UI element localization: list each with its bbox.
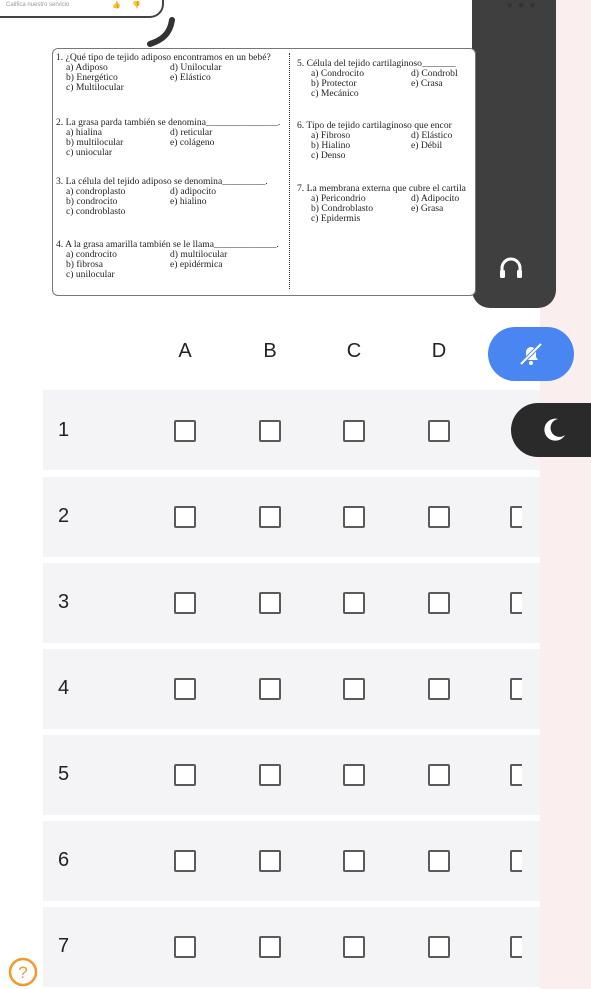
question-7: 7. La membrana externa que cubre el cartila a) Pericondrio d) Adipocito b) Condroblasto e) Grasa c) Epidermis <box>297 183 466 224</box>
row-label-4: 4 <box>58 677 70 699</box>
checkbox-row7-b[interactable] <box>259 936 281 958</box>
checkbox-row1-a[interactable] <box>174 420 196 442</box>
more-horizontal-icon[interactable]: ••• <box>505 0 540 15</box>
question-1: 1. ¿Qué tipo de tejido adiposo encontramos en un bebé? a) Adiposo d) Unilocular b) Energético e) Elástico c) Multilocular <box>56 52 271 93</box>
row-label-2: 2 <box>58 505 70 527</box>
checkbox-row3-b[interactable] <box>259 592 281 614</box>
banner-swoosh <box>0 0 180 50</box>
checkbox-row2-partial[interactable] <box>510 506 522 528</box>
checkbox-row4-c[interactable] <box>343 678 365 700</box>
question-6: 6. Tipo de tejido cartilaginoso que encor a) Fibroso d) Elástico b) Hialino e) Débil c) Denso <box>297 120 453 161</box>
silent-mode-button[interactable] <box>488 327 574 381</box>
question-5: 5. Célula del tejido cartilaginoso_______ a) Condrocito d) Condrobl b) Protector e) Crasa c) Mecánico <box>297 58 458 99</box>
checkbox-row1-b[interactable] <box>259 420 281 442</box>
checkbox-row5-a[interactable] <box>174 764 196 786</box>
checkbox-row3-d[interactable] <box>428 592 450 614</box>
checkbox-row4-a[interactable] <box>174 678 196 700</box>
checkbox-row7-a[interactable] <box>174 936 196 958</box>
table-row <box>43 821 540 901</box>
table-row <box>43 390 540 470</box>
row-label-5: 5 <box>58 763 70 785</box>
row-label-6: 6 <box>58 849 70 871</box>
row-label-1: 1 <box>58 419 70 441</box>
checkbox-row5-d[interactable] <box>428 764 450 786</box>
rate-service-text: Califica nuestro servicio <box>6 2 70 8</box>
checkbox-row1-d[interactable] <box>428 420 450 442</box>
table-row <box>43 735 540 815</box>
checkbox-row2-d[interactable] <box>428 506 450 528</box>
checkbox-row5-partial[interactable] <box>510 764 522 786</box>
checkbox-row6-c[interactable] <box>343 850 365 872</box>
checkbox-row6-a[interactable] <box>174 850 196 872</box>
worksheet-image <box>52 48 476 296</box>
bell-off-icon <box>516 339 546 369</box>
row-label-7: 7 <box>58 935 70 957</box>
checkbox-row3-partial[interactable] <box>510 592 522 614</box>
thumbs-down-icon[interactable]: 👎 <box>132 2 141 9</box>
table-row <box>43 477 540 557</box>
table-row <box>43 563 540 643</box>
row-label-3: 3 <box>58 591 70 613</box>
table-row <box>43 907 540 987</box>
checkbox-row7-c[interactable] <box>343 936 365 958</box>
column-header-b: B <box>263 340 277 362</box>
column-header-d: D <box>431 340 447 362</box>
headphones-icon[interactable] <box>498 255 524 281</box>
checkbox-row2-a[interactable] <box>174 506 196 528</box>
checkbox-row6-d[interactable] <box>428 850 450 872</box>
checkbox-row4-b[interactable] <box>259 678 281 700</box>
dark-mode-button[interactable] <box>511 403 591 457</box>
checkbox-row4-d[interactable] <box>428 678 450 700</box>
checkbox-row6-b[interactable] <box>259 850 281 872</box>
moon-icon <box>539 415 569 445</box>
checkbox-row3-c[interactable] <box>343 592 365 614</box>
help-circle-icon[interactable] <box>8 957 38 987</box>
question-3: 3. La célula del tejido adiposo se denomina_________. a) condroplasto d) adipocito b) condrocito e) hialino c) condroblasto <box>56 176 268 217</box>
checkbox-row6-partial[interactable] <box>510 850 522 872</box>
question-4: 4. A la grasa amarilla también se le llama_____________. a) condrocito d) multilocular b) fibrosa e) epidérmica c) unilocular <box>56 239 279 280</box>
checkbox-row7-partial[interactable] <box>510 936 522 958</box>
checkbox-row2-c[interactable] <box>343 506 365 528</box>
column-header-c: C <box>346 340 362 362</box>
thumbs-up-icon[interactable]: 👍 <box>112 2 121 9</box>
question-2: 2. La grasa parda también se denomina_______________. a) hialina d) reticular b) multilocular e) colágeno c) uniocular <box>56 117 281 158</box>
checkbox-row5-c[interactable] <box>343 764 365 786</box>
checkbox-row7-d[interactable] <box>428 936 450 958</box>
checkbox-row2-b[interactable] <box>259 506 281 528</box>
checkbox-row1-c[interactable] <box>343 420 365 442</box>
checkbox-row5-b[interactable] <box>259 764 281 786</box>
column-header-a: A <box>178 340 192 362</box>
table-row <box>43 649 540 729</box>
checkbox-row3-a[interactable] <box>174 592 196 614</box>
checkbox-row4-partial[interactable] <box>510 678 522 700</box>
svg-text:?: ? <box>18 963 28 982</box>
